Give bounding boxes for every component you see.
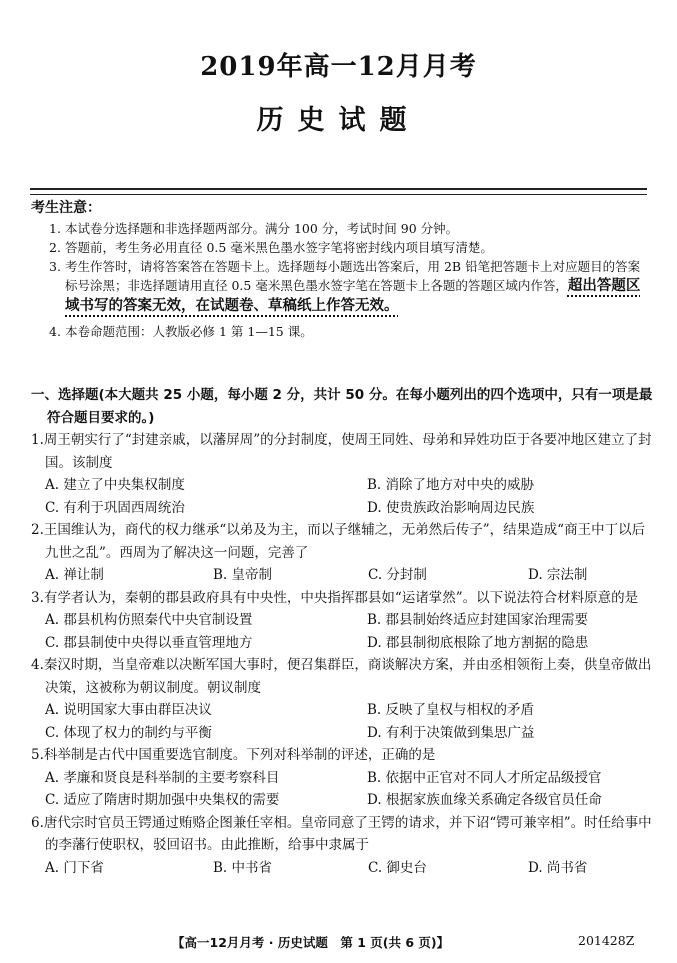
option-d: D. 宗法制 bbox=[528, 567, 588, 583]
notice-heading: 考生注意： bbox=[31, 200, 101, 216]
section-heading: 一、选择题(本大题共 25 小题，每小题 2 分，共计 50 分。在每小题列出的四个选项中，只有一项是最符合题目要求的。) bbox=[31, 387, 653, 426]
option-c: C. 适应了隋唐时期加强中央集权的需要 bbox=[45, 792, 280, 808]
option-a: A. 门下省 bbox=[45, 859, 104, 876]
question-options bbox=[31, 767, 656, 812]
option-a: A. 说明国家大事由群臣决议 bbox=[45, 702, 212, 718]
notice-block bbox=[31, 199, 651, 341]
option-d: D. 尚书省 bbox=[528, 859, 588, 876]
question-stem: 1.周王朝实行了“封建亲戚，以藩屏周”的分封制度，使周王同姓、母弟和异姓功臣于各要冲地区建立了封国。该制度 bbox=[31, 432, 652, 471]
option-b: B. 反映了皇权与相权的矛盾 bbox=[367, 702, 535, 718]
option-b: B. 消除了地方对中央的威胁 bbox=[367, 477, 535, 493]
option-d: D. 郡县制彻底根除了地方割据的隐患 bbox=[367, 634, 589, 651]
option-b: B. 郡县制始终适应封建国家治理需要 bbox=[367, 612, 589, 628]
option-a: A. 建立了中央集权制度 bbox=[45, 477, 185, 493]
footer-page-label: 【高一12月月考 · 历史试题 第 1 页(共 6 页)】 bbox=[172, 935, 450, 950]
question-4 bbox=[31, 654, 656, 744]
option-a: A. 禅让制 bbox=[45, 567, 104, 583]
notice-item-text: 本卷命题范围：人教版必修 1 第 1—15 课。 bbox=[65, 324, 313, 339]
option-d: D. 使贵族政治影响周边民族 bbox=[367, 499, 535, 516]
question-options bbox=[31, 609, 656, 654]
question-6 bbox=[31, 812, 656, 880]
notice-item-number: 1. bbox=[49, 221, 61, 236]
notice-item-number: 4. bbox=[49, 324, 61, 339]
notice-item bbox=[31, 322, 651, 341]
question-options bbox=[31, 474, 656, 519]
option-c: C. 体现了权力的制约与平衡 bbox=[45, 724, 212, 741]
header-rule-thin bbox=[30, 194, 647, 195]
option-b: B. 中书省 bbox=[213, 859, 273, 876]
option-c: C. 郡县制使中央得以垂直管理地方 bbox=[45, 634, 253, 651]
question-2 bbox=[31, 519, 656, 587]
notice-item-number: 2. bbox=[49, 240, 61, 255]
notice-item-text: 考生作答时，请将答案答在答题卡上。选择题每小题选出答案后，用 2B 铅笔把答题卡上对应题目的答案标号涂黑；非选择题请用直径 0.5 毫米黑色墨水签字笔在答题卡上各题的答题区域内作答， bbox=[65, 259, 641, 293]
question-stem: 2.王国维认为，商代的权力继承“以弟及为主，而以子继辅之，无弟然后传子”，结果造成“商王中丁以后九世之乱”。西周为了解决这一问题，完善了 bbox=[31, 522, 646, 561]
option-c: C. 御史台 bbox=[368, 859, 427, 876]
question-3 bbox=[31, 587, 656, 655]
question-stem: 5.科举制是古代中国重要选官制度。下列对科举制的评述，正确的是 bbox=[31, 747, 436, 763]
notice-item-text: 本试卷分选择题和非选择题两部分。满分 100 分，考试时间 90 分钟。 bbox=[65, 221, 459, 236]
question-stem: 4.秦汉时期，当皇帝难以决断军国大事时，便召集群臣，商谈解决方案，并由丞相领衔上奏，供皇帝做出决策，这被称为朝议制度。朝议制度 bbox=[31, 657, 652, 696]
exam-title: 2019年高一12月月考 bbox=[200, 52, 477, 82]
question-5 bbox=[31, 744, 656, 812]
notice-emphasis-text: 超出答题区域书写的答案无效，在试题卷、草稿纸上作答无效。 bbox=[65, 278, 641, 314]
question-1 bbox=[31, 429, 656, 519]
notice-item-text: 答题前，考生务必用直径 0.5 毫米黑色墨水签字笔将密封线内项目填写清楚。 bbox=[65, 240, 493, 255]
option-a: A. 孝廉和贤良是科举制的主要考察科目 bbox=[45, 769, 280, 786]
choice-section bbox=[31, 384, 656, 879]
option-d: D. 根据家族血缘关系确定各级官员任命 bbox=[367, 792, 602, 808]
option-a: A. 郡县机构仿照秦代中央官制设置 bbox=[45, 612, 253, 628]
notice-item bbox=[31, 257, 651, 316]
header-rule-thick bbox=[30, 188, 647, 190]
option-d: D. 有利于决策做到集思广益 bbox=[367, 724, 535, 741]
notice-item bbox=[31, 238, 651, 257]
exam-subject-title: 历史试题 bbox=[256, 105, 421, 136]
question-options bbox=[31, 699, 656, 744]
option-c: C. 有利于巩固西周统治 bbox=[45, 499, 185, 516]
option-b: B. 依据中正官对不同人才所定品级授官 bbox=[367, 769, 602, 786]
question-options bbox=[31, 564, 656, 587]
option-b: B. 皇帝制 bbox=[213, 567, 273, 583]
question-options bbox=[31, 857, 656, 880]
notice-item-number: 3. bbox=[49, 259, 61, 274]
question-stem: 6.唐代宗时官员王锷通过贿赂企图兼任宰相。皇帝同意了王锷的请求，并下诏“锷可兼宰相”。时任给事中的李藩行使职权，驳回诏书。由此推断，给事中隶属于 bbox=[31, 814, 652, 853]
question-stem: 3.有学者认为，秦朝的郡县政府具有中央性，中央指挥郡县如“运诸掌然”。以下说法符合材料原意的是 bbox=[31, 589, 639, 606]
option-c: C. 分封制 bbox=[368, 567, 427, 583]
footer-exam-code: 201428Z bbox=[578, 933, 635, 948]
notice-item bbox=[31, 219, 651, 238]
